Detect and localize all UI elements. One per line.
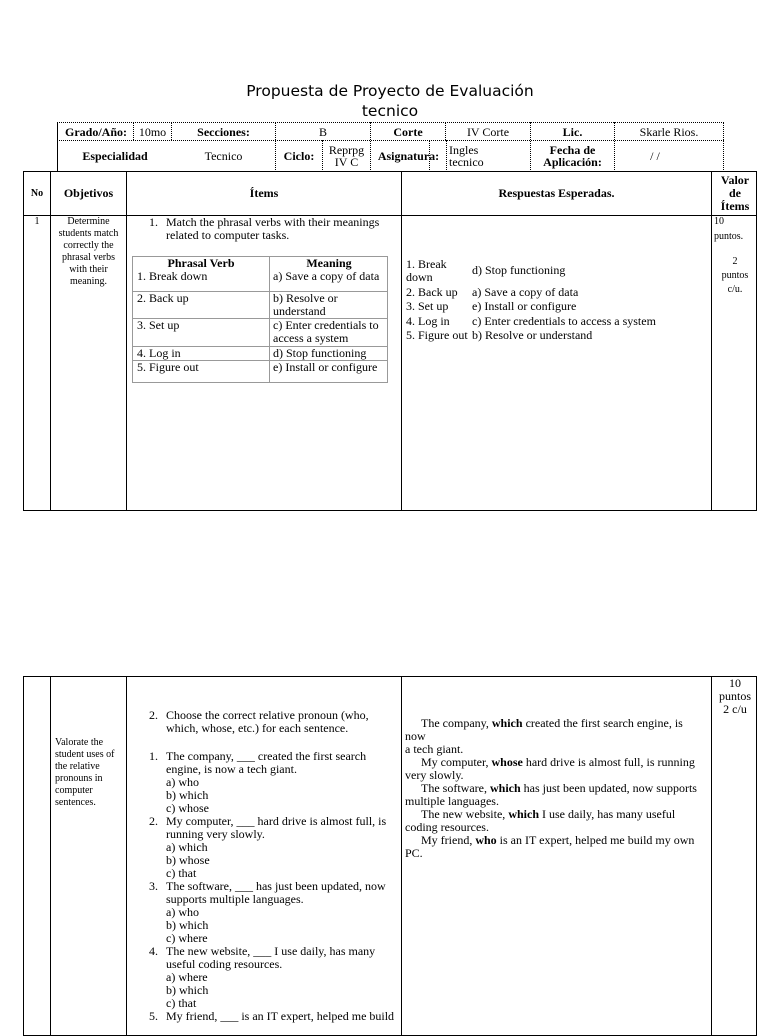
sub-question-line: supports multiple languages. [166, 892, 304, 906]
option: c) that [166, 996, 197, 1010]
answer-pre: The software, [421, 781, 490, 795]
especialidad-label: Especialidad [82, 149, 148, 163]
secciones-label: Secciones: [197, 124, 250, 139]
asignatura-value-line1: Ingles [449, 143, 479, 157]
question-line: related to computer tasks. [166, 228, 290, 242]
row2-valor [712, 677, 758, 716]
answer-post: I use daily, has many useful [539, 807, 676, 821]
answer-line: 1. Break [406, 257, 447, 271]
option: b) which [166, 983, 209, 997]
asignatura-label: Asignatura: [377, 149, 440, 163]
col-header-valor [712, 172, 758, 215]
secciones-value: B [318, 124, 327, 139]
answer-item [405, 717, 705, 756]
fecha-label-line1: Fecha de [549, 143, 596, 157]
matching-cell: 5. Figure out [137, 360, 199, 374]
matching-table [132, 256, 388, 383]
question-line: Choose the correct relative pronoun (who, [166, 708, 369, 722]
answer-pre: The company, [421, 716, 492, 730]
fecha-label-line2: Aplicación: [543, 155, 602, 169]
sub-question-num: 4. [149, 944, 158, 958]
answer-keyword: which [489, 781, 521, 795]
col-header-respuestas: Respuestas Esperadas. [498, 186, 615, 200]
asignatura-value-line2: tecnico [449, 155, 484, 169]
objetivo-line: correctly the [63, 240, 114, 251]
answer-post: coding resources. [405, 820, 489, 834]
row2-objetivo [55, 737, 125, 809]
valor-line: puntos. [714, 231, 744, 242]
valor-line: 10 [714, 216, 724, 227]
sub-question [149, 945, 399, 1010]
evaluation-table [23, 171, 757, 511]
matching-cell: 1. Break down [137, 269, 208, 283]
corte-label: Corte [393, 124, 423, 139]
question-1-text [166, 216, 396, 242]
grado-label: Grado/Año: [64, 124, 127, 139]
option: a) who [166, 905, 199, 919]
objetivo-line: pronouns in [55, 773, 103, 784]
matching-cell [273, 292, 338, 318]
valor-line1: Valor [720, 173, 750, 187]
answer-cell: e) Install or configure [472, 299, 577, 313]
answer-post: very slowly. [405, 768, 464, 782]
objetivo-line: phrasal verbs [61, 252, 116, 263]
option: b) whose [166, 853, 210, 867]
sub-question-num: 2. [149, 814, 158, 828]
sub-question-line: useful coding resources. [166, 957, 283, 971]
answer-post: hard drive is almost full, is running [522, 755, 695, 769]
col-header-objetivos: Objetivos [63, 186, 114, 200]
ciclo-value [323, 141, 370, 171]
sub-question-num: 1. [149, 749, 158, 763]
answer-cell: 5. Figure out [406, 328, 468, 342]
sub-question-body [166, 750, 366, 815]
option: a) who [166, 775, 199, 789]
objetivo-line: Determine [67, 216, 110, 227]
answer-item [405, 808, 705, 834]
answer-cell: b) Resolve or understand [472, 328, 593, 342]
lic-label: Lic. [562, 124, 583, 139]
sub-question-line: The company, ___ created the first search [166, 749, 367, 763]
ciclo-value-line1: Reprpg [328, 143, 365, 157]
objetivo-line: computer [55, 785, 93, 796]
document-title-line2: tecnico [361, 102, 419, 120]
ciclo-value-line2: IV C [334, 155, 359, 169]
sub-question-body [166, 815, 386, 880]
answer-line: down [406, 270, 433, 284]
option: c) where [166, 931, 208, 945]
sub-question-num: 3. [149, 879, 158, 893]
answers-relative-pronouns [405, 717, 705, 860]
answer-item [405, 782, 705, 808]
sub-question-body [166, 880, 386, 945]
valor-line2: de [729, 186, 741, 200]
sub-question [149, 750, 399, 815]
matching-cell-line: c) Enter credentials to [273, 318, 379, 332]
sub-question [149, 1010, 399, 1023]
sub-question-line: engine, is now a tech giant. [166, 762, 297, 776]
objetivo-line: meaning. [70, 276, 107, 287]
valor-line: puntos [721, 270, 749, 281]
sub-question-line: The software, ___ has just been updated, now [166, 879, 386, 893]
option: a) which [166, 840, 208, 854]
answer-post: is an IT expert, helped me build my own [496, 833, 695, 847]
question-1-num: 1. [149, 215, 158, 229]
matching-cell-line: b) Resolve or [273, 291, 338, 305]
answer-cell: 3. Set up [406, 299, 449, 313]
answer-pre: The new website, [421, 807, 509, 821]
sub-question-line: running very slowly. [166, 827, 265, 841]
sub-questions [149, 750, 399, 1023]
col-header-no: No [30, 188, 44, 199]
sub-question-body [166, 945, 375, 1010]
fecha-value: / / [650, 149, 660, 163]
answer-pre: My computer, [421, 755, 492, 769]
question-2-num: 2. [149, 708, 158, 722]
valor-line3: Ítems [720, 199, 750, 213]
evaluation-table-2 [23, 676, 757, 1036]
answer-keyword: who [475, 833, 497, 847]
matching-header-phrasal: Phrasal Verb [167, 256, 235, 270]
objetivo-line: students match [58, 228, 119, 239]
question-line: which, whose, etc.) for each sentence. [166, 721, 349, 735]
matching-cell-line: understand [273, 304, 326, 318]
row1-no: 1 [34, 216, 40, 227]
matching-cell: 3. Set up [137, 318, 180, 332]
answer-keyword: which [491, 716, 523, 730]
answer-post: a tech giant. [405, 742, 464, 756]
matching-cell: d) Stop functioning [273, 346, 367, 360]
objetivo-line: the relative [55, 761, 100, 772]
option: c) whose [166, 801, 209, 815]
matching-cell: e) Install or configure [273, 360, 378, 374]
matching-cell [273, 319, 379, 345]
sub-question-body [166, 1010, 394, 1023]
valor-per-item [712, 256, 758, 296]
question-2-text [166, 709, 398, 735]
matching-header-meaning: Meaning [306, 256, 352, 270]
grado-value: 10mo [138, 124, 167, 139]
col-header-items: Ítems [249, 186, 279, 200]
valor-line: 2 [732, 256, 738, 267]
document-title: Propuesta de Proyecto de Evaluación [246, 82, 534, 100]
valor-line: puntos [718, 689, 751, 703]
question-line: Match the phrasal verbs with their meanings [166, 215, 380, 229]
objetivo-line: student uses of [55, 749, 115, 760]
objetivo-line: Valorate the [55, 737, 104, 748]
corte-value: IV Corte [466, 124, 510, 139]
option: a) where [166, 970, 208, 984]
answer-post: has just been updated, now supports [520, 781, 697, 795]
objetivo-line: with their [69, 264, 108, 275]
answer-cell: 4. Log in [406, 314, 450, 328]
ciclo-label: Ciclo: [283, 149, 315, 163]
answer-cell: 2. Back up [406, 285, 458, 299]
sub-question-num: 5. [149, 1009, 158, 1023]
answer-item [405, 834, 705, 860]
answer-item [405, 756, 705, 782]
option: b) which [166, 788, 209, 802]
answer-cell [406, 258, 447, 284]
lic-value: Skarle Rios. [639, 124, 699, 139]
sub-question [149, 880, 399, 945]
sub-question [149, 815, 399, 880]
answer-keyword: whose [491, 755, 523, 769]
answer-cell: c) Enter credentials to access a system [472, 314, 656, 328]
option: b) which [166, 918, 209, 932]
valor-points [714, 216, 754, 243]
valor-line: 2 c/u [723, 702, 747, 716]
row1-objetivo [52, 216, 125, 288]
sub-question-line: My computer, ___ hard drive is almost full, is [166, 814, 387, 828]
answer-post: created the first search engine, is now [405, 716, 683, 743]
option: c) that [166, 866, 197, 880]
matching-cell-line: access a system [273, 331, 349, 345]
answer-cell: a) Save a copy of data [472, 285, 579, 299]
answer-post: PC. [405, 846, 423, 860]
matching-cell: a) Save a copy of data [273, 269, 380, 283]
sub-question-line: The new website, ___ I use daily, has many [166, 944, 376, 958]
fecha-label [531, 141, 614, 171]
valor-line: 10 [729, 676, 741, 690]
answer-cell: d) Stop functioning [472, 263, 566, 277]
sub-question-line: My friend, ___ is an IT expert, helped me build [166, 1009, 395, 1023]
objetivo-line: sentences. [55, 797, 96, 808]
valor-line: c/u. [727, 284, 743, 295]
answer-keyword: which [508, 807, 539, 821]
header-info-table [57, 122, 724, 172]
matching-cell: 2. Back up [137, 291, 189, 305]
asignatura-value [449, 141, 529, 171]
answer-pre: My friend, [421, 833, 476, 847]
answer-post: multiple languages. [405, 794, 499, 808]
especialidad-value: Tecnico [204, 149, 243, 163]
matching-cell: 4. Log in [137, 346, 181, 360]
